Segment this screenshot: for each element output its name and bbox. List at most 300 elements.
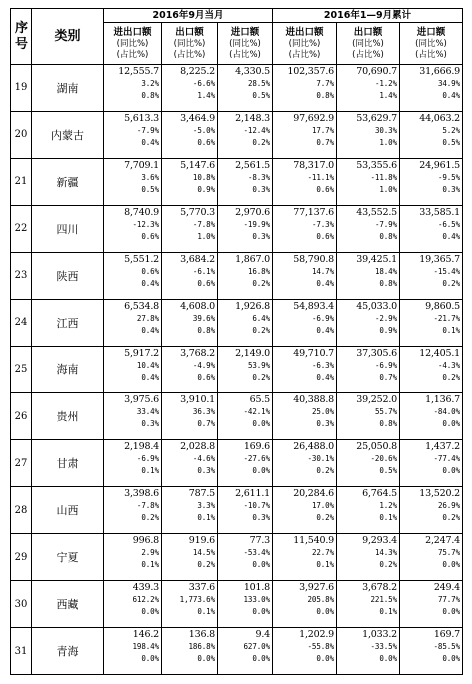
share-percent: 0.9% <box>197 184 215 194</box>
share-percent: 0.5% <box>442 137 461 147</box>
row-number: 30 <box>11 581 32 628</box>
yoy-percent: -9.5% <box>437 172 461 182</box>
yoy-percent: 14.5% <box>192 548 215 558</box>
month-export-cell <box>162 440 218 487</box>
yoy-percent: 26.9% <box>437 501 461 511</box>
value: 2,149.0 <box>235 347 271 359</box>
month-export-cell <box>162 205 218 252</box>
ytd-total-cell <box>273 628 337 675</box>
share-percent: 0.8% <box>141 91 159 100</box>
value: 2,970.6 <box>235 206 271 218</box>
share-percent: 0.0% <box>141 654 159 664</box>
month-export-header: 出口额 (同比%) (占比%) <box>162 23 218 65</box>
ytd-total-header: 进出口额 (同比%) (占比%) <box>273 23 337 65</box>
yoy-percent: 17.0% <box>311 501 335 511</box>
value: 31,666.9 <box>419 66 461 77</box>
value: 9,860.5 <box>425 300 461 312</box>
yoy-percent: 25.0% <box>311 407 335 417</box>
ytd-import-cell <box>400 393 463 440</box>
share-percent: 0.6% <box>316 231 335 241</box>
yoy-percent: 18.4% <box>374 266 398 276</box>
region-name: 湖南 <box>32 65 104 112</box>
value: 3,910.1 <box>180 394 215 406</box>
table-row <box>11 581 463 628</box>
yoy-percent: 0.6% <box>141 266 159 276</box>
share-percent: 0.4% <box>316 278 335 288</box>
value: 54,893.4 <box>293 300 335 312</box>
share-percent: 0.7% <box>316 137 335 147</box>
month-import-cell <box>218 581 273 628</box>
value: 78,317.0 <box>293 159 335 171</box>
yoy-percent: -6.6% <box>192 79 215 88</box>
month-export-cell <box>162 487 218 534</box>
ytd-export-cell <box>337 158 400 205</box>
month-import-header: 进口额 (同比%) (占比%) <box>218 23 273 65</box>
value: 12,405.1 <box>419 347 461 359</box>
region-name: 陕西 <box>32 252 104 299</box>
row-number: 26 <box>11 393 32 440</box>
region-name: 宁夏 <box>32 534 104 581</box>
yoy-percent: -27.6% <box>243 454 271 464</box>
yoy-percent: -15.4% <box>433 266 461 276</box>
share-percent: 1.4% <box>197 91 215 100</box>
share-percent: 0.8% <box>197 325 215 335</box>
row-number: 28 <box>11 487 32 534</box>
ytd-total-cell <box>273 346 337 393</box>
share-percent: 0.1% <box>141 466 159 476</box>
yoy-percent: -11.1% <box>307 172 335 182</box>
yoy-percent: -6.3% <box>311 360 335 370</box>
value: 3,768.2 <box>180 347 215 359</box>
share-percent: 0.9% <box>379 325 398 335</box>
value: 136.8 <box>188 629 215 641</box>
table-row <box>11 440 463 487</box>
share-percent: 0.3% <box>197 466 215 476</box>
yoy-percent: 77.7% <box>437 595 461 605</box>
yoy-percent: 186.8% <box>188 642 215 652</box>
row-number: 19 <box>11 65 32 112</box>
yoy-percent: -4.9% <box>192 360 215 370</box>
yoy-percent: 3.2% <box>141 79 159 88</box>
share-percent: 0.0% <box>252 560 271 570</box>
month-total-cell <box>104 299 162 346</box>
month-import-cell <box>218 299 273 346</box>
region-name: 甘肃 <box>32 440 104 487</box>
ytd-import-cell <box>400 440 463 487</box>
yoy-percent: 14.3% <box>374 548 398 558</box>
yoy-percent: -12.4% <box>243 125 271 135</box>
yoy-percent: 6.4% <box>252 313 271 323</box>
value: 43,552.5 <box>356 206 398 218</box>
yoy-percent: 3.6% <box>141 172 159 182</box>
value: 787.5 <box>188 488 215 500</box>
yoy-percent: -4.3% <box>437 360 461 370</box>
month-export-cell <box>162 111 218 158</box>
value: 8,740.9 <box>124 206 159 218</box>
share-percent: 0.8% <box>379 278 398 288</box>
ytd-total-cell <box>273 205 337 252</box>
share-percent: 0.2% <box>316 513 335 523</box>
share-percent: 0.4% <box>141 372 159 382</box>
value: 49,710.7 <box>293 347 335 359</box>
table-body <box>11 65 463 675</box>
value: 39,425.1 <box>356 253 398 265</box>
ytd-total-cell <box>273 440 337 487</box>
share-percent: 1.0% <box>379 184 398 194</box>
yoy-percent: -6.5% <box>437 219 461 229</box>
row-number: 24 <box>11 299 32 346</box>
value: 919.6 <box>188 535 215 547</box>
value: 1,033.2 <box>362 629 398 641</box>
trade-table <box>10 8 463 675</box>
share-percent: 0.5% <box>141 184 159 194</box>
yoy-percent: -8.3% <box>247 172 271 182</box>
ytd-import-cell <box>400 581 463 628</box>
month-import-cell <box>218 65 273 112</box>
month-import-cell <box>218 158 273 205</box>
share-percent: 0.0% <box>442 607 461 617</box>
region-name: 西藏 <box>32 581 104 628</box>
yoy-percent: -7.9% <box>374 219 398 229</box>
seq-header: 序号 <box>11 9 32 65</box>
region-name: 贵州 <box>32 393 104 440</box>
table-row <box>11 252 463 299</box>
share-percent: 0.4% <box>141 137 159 147</box>
yoy-percent: -12.3% <box>132 219 159 229</box>
share-percent: 0.4% <box>442 231 461 241</box>
row-number: 21 <box>11 158 32 205</box>
value: 2,561.5 <box>235 159 271 171</box>
month-export-cell <box>162 581 218 628</box>
ytd-export-cell <box>337 65 400 112</box>
ytd-export-cell <box>337 299 400 346</box>
yoy-percent: 3.3% <box>197 501 215 511</box>
table-row <box>11 111 463 158</box>
yoy-percent: 39.6% <box>192 313 215 323</box>
month-import-cell <box>218 205 273 252</box>
table-row <box>11 534 463 581</box>
yoy-percent: 221.5% <box>370 595 398 605</box>
month-total-cell <box>104 158 162 205</box>
share-percent: 0.1% <box>379 607 398 617</box>
value: 2,611.1 <box>235 488 271 500</box>
value: 1,867.0 <box>235 253 271 265</box>
yoy-percent: -6.9% <box>136 454 159 464</box>
yoy-percent: -10.7% <box>243 501 271 511</box>
share-percent: 0.5% <box>252 91 271 100</box>
table-row <box>11 65 463 112</box>
yoy-percent: 7.7% <box>316 79 335 88</box>
share-percent: 0.0% <box>197 654 215 664</box>
ytd-total-cell <box>273 111 337 158</box>
value: 13,520.2 <box>419 488 461 500</box>
yoy-percent: -6.1% <box>192 266 215 276</box>
month-export-cell <box>162 346 218 393</box>
table-row <box>11 205 463 252</box>
ytd-import-cell <box>400 628 463 675</box>
month-export-cell <box>162 158 218 205</box>
share-percent: 0.1% <box>197 513 215 523</box>
yoy-percent: -6.9% <box>374 360 398 370</box>
value: 44,063.2 <box>419 112 461 124</box>
yoy-percent: -11.8% <box>370 172 398 182</box>
region-name: 山西 <box>32 487 104 534</box>
ytd-export-cell <box>337 252 400 299</box>
value: 24,961.5 <box>419 159 461 171</box>
yoy-percent: -84.0% <box>433 407 461 417</box>
share-percent: 0.3% <box>141 419 159 429</box>
value: 1,926.8 <box>235 300 271 312</box>
value: 5,147.6 <box>180 159 215 171</box>
value: 996.8 <box>132 535 159 547</box>
share-percent: 0.8% <box>316 91 335 100</box>
month-export-cell <box>162 65 218 112</box>
value: 4,330.5 <box>235 66 271 77</box>
ytd-import-cell <box>400 534 463 581</box>
yoy-percent: -85.5% <box>433 642 461 652</box>
yoy-percent: -20.6% <box>370 454 398 464</box>
share-percent: 0.3% <box>252 231 271 241</box>
month-import-cell <box>218 393 273 440</box>
share-percent: 0.3% <box>316 419 335 429</box>
yoy-percent: 133.0% <box>243 595 271 605</box>
ytd-total-cell <box>273 65 337 112</box>
ytd-total-cell <box>273 534 337 581</box>
yoy-percent: 10.4% <box>136 360 159 370</box>
share-percent: 0.2% <box>252 278 271 288</box>
ytd-total-cell <box>273 299 337 346</box>
value: 37,305.6 <box>356 347 398 359</box>
yoy-percent: 5.2% <box>442 125 461 135</box>
ytd-import-cell <box>400 346 463 393</box>
share-percent: 0.7% <box>379 372 398 382</box>
share-percent: 0.0% <box>442 654 461 664</box>
yoy-percent: 16.8% <box>247 266 271 276</box>
value: 6,534.8 <box>124 300 159 312</box>
share-percent: 1.4% <box>379 91 398 100</box>
share-percent: 0.2% <box>252 325 271 335</box>
value: 146.2 <box>132 629 159 641</box>
share-percent: 0.6% <box>197 372 215 382</box>
share-percent: 0.4% <box>316 372 335 382</box>
share-percent: 0.2% <box>252 137 271 147</box>
month-total-cell <box>104 205 162 252</box>
share-percent: 0.0% <box>252 654 271 664</box>
value: 20,284.6 <box>293 488 335 500</box>
yoy-percent: 1,773.6% <box>179 595 215 605</box>
ytd-import-cell <box>400 487 463 534</box>
value: 77,137.6 <box>293 206 335 218</box>
yoy-percent: 14.7% <box>311 266 335 276</box>
value: 2,148.3 <box>235 112 271 124</box>
value: 169.6 <box>243 441 271 453</box>
ytd-export-header: 出口额 (同比%) (占比%) <box>337 23 400 65</box>
share-percent: 0.3% <box>442 184 461 194</box>
yoy-percent: -1.2% <box>374 79 398 88</box>
value: 12,555.7 <box>118 66 159 77</box>
yoy-percent: 33.4% <box>136 407 159 417</box>
value: 70,690.7 <box>356 66 398 77</box>
value: 3,398.6 <box>124 488 159 500</box>
row-number: 23 <box>11 252 32 299</box>
ytd-import-cell <box>400 299 463 346</box>
value: 53,355.6 <box>356 159 398 171</box>
yoy-percent: -7.8% <box>192 219 215 229</box>
share-percent: 0.3% <box>252 513 271 523</box>
value: 45,033.0 <box>356 300 398 312</box>
share-percent: 0.0% <box>316 654 335 664</box>
yoy-percent: 22.7% <box>311 548 335 558</box>
month-import-cell <box>218 111 273 158</box>
share-percent: 0.0% <box>442 560 461 570</box>
row-number: 22 <box>11 205 32 252</box>
yoy-percent: 205.8% <box>307 595 335 605</box>
share-percent: 0.6% <box>316 184 335 194</box>
yoy-percent: -30.1% <box>307 454 335 464</box>
ytd-total-cell <box>273 393 337 440</box>
month-import-cell <box>218 628 273 675</box>
share-percent: 0.1% <box>379 513 398 523</box>
value: 3,678.2 <box>362 582 398 594</box>
share-percent: 0.0% <box>141 607 159 617</box>
yoy-percent: -19.9% <box>243 219 271 229</box>
table-row <box>11 487 463 534</box>
yoy-percent: 2.9% <box>141 548 159 558</box>
yoy-percent: 1.2% <box>379 501 398 511</box>
yoy-percent: -55.8% <box>307 642 335 652</box>
value: 1,437.2 <box>425 441 461 453</box>
month-total-cell <box>104 487 162 534</box>
share-percent: 0.0% <box>252 419 271 429</box>
month-export-cell <box>162 252 218 299</box>
ytd-export-cell <box>337 487 400 534</box>
region-name: 内蒙古 <box>32 111 104 158</box>
ytd-import-cell <box>400 111 463 158</box>
month-total-cell <box>104 346 162 393</box>
yoy-percent: 627.0% <box>243 642 271 652</box>
share-percent: 0.6% <box>141 231 159 241</box>
month-import-cell <box>218 440 273 487</box>
region-name: 新疆 <box>32 158 104 205</box>
yoy-percent: 10.8% <box>192 172 215 182</box>
month-import-cell <box>218 252 273 299</box>
value: 5,551.2 <box>124 253 159 265</box>
share-percent: 0.2% <box>141 513 159 523</box>
region-name: 四川 <box>32 205 104 252</box>
ytd-export-cell <box>337 393 400 440</box>
value: 2,028.8 <box>180 441 215 453</box>
value: 40,388.8 <box>293 394 335 406</box>
value: 9,293.4 <box>362 535 398 547</box>
ytd-import-cell <box>400 205 463 252</box>
value: 77.3 <box>249 535 271 547</box>
share-percent: 0.0% <box>442 466 461 476</box>
row-number: 29 <box>11 534 32 581</box>
table-row <box>11 393 463 440</box>
row-number: 20 <box>11 111 32 158</box>
yoy-percent: 27.8% <box>136 313 159 323</box>
share-percent: 0.0% <box>442 419 461 429</box>
region-name: 江西 <box>32 299 104 346</box>
month-total-cell <box>104 65 162 112</box>
share-percent: 0.8% <box>379 419 398 429</box>
yoy-percent: -2.9% <box>374 313 398 323</box>
share-percent: 0.4% <box>442 91 461 100</box>
ytd-import-cell <box>400 65 463 112</box>
value: 5,917.2 <box>124 347 159 359</box>
ytd-export-cell <box>337 111 400 158</box>
value: 249.4 <box>433 582 461 594</box>
ytd-export-cell <box>337 581 400 628</box>
share-percent: 0.2% <box>316 466 335 476</box>
month-export-cell <box>162 299 218 346</box>
month-total-cell <box>104 628 162 675</box>
value: 2,198.4 <box>124 441 159 453</box>
value: 6,764.5 <box>362 488 398 500</box>
value: 102,357.6 <box>287 66 335 77</box>
month-total-cell <box>104 111 162 158</box>
value: 3,975.6 <box>124 394 159 406</box>
share-percent: 0.2% <box>442 278 461 288</box>
share-percent: 0.2% <box>442 372 461 382</box>
yoy-percent: -33.5% <box>370 642 398 652</box>
ytd-total-cell <box>273 252 337 299</box>
month-total-cell <box>104 534 162 581</box>
month-import-cell <box>218 487 273 534</box>
month-total-header: 进出口额 (同比%) (占比%) <box>104 23 162 65</box>
ytd-export-cell <box>337 628 400 675</box>
ytd-total-cell <box>273 487 337 534</box>
value: 5,770.3 <box>180 206 215 218</box>
value: 337.6 <box>188 582 215 594</box>
value: 9.4 <box>255 629 271 641</box>
row-number: 25 <box>11 346 32 393</box>
share-percent: 0.7% <box>197 419 215 429</box>
share-percent: 0.0% <box>252 466 271 476</box>
region-name: 青海 <box>32 628 104 675</box>
share-percent: 0.1% <box>141 560 159 570</box>
value: 3,927.6 <box>299 582 335 594</box>
month-total-cell <box>104 393 162 440</box>
value: 33,585.1 <box>419 206 461 218</box>
value: 8,225.2 <box>180 66 215 77</box>
yoy-percent: 75.7% <box>437 548 461 558</box>
yoy-percent: -42.1% <box>243 407 271 417</box>
share-percent: 0.2% <box>442 513 461 523</box>
yoy-percent: 198.4% <box>132 642 159 652</box>
ytd-export-cell <box>337 346 400 393</box>
value: 97,692.9 <box>293 112 335 124</box>
yoy-percent: -21.7% <box>433 313 461 323</box>
yoy-percent: -77.4% <box>433 454 461 464</box>
ytd-export-cell <box>337 205 400 252</box>
yoy-percent: -7.9% <box>136 125 159 135</box>
share-percent: 0.1% <box>442 325 461 335</box>
share-percent: 1.0% <box>197 231 215 241</box>
share-percent: 0.1% <box>316 560 335 570</box>
table-row <box>11 299 463 346</box>
month-import-cell <box>218 346 273 393</box>
table-row <box>11 628 463 675</box>
share-percent: 0.6% <box>197 278 215 288</box>
yoy-percent: -53.4% <box>243 548 271 558</box>
month-export-cell <box>162 393 218 440</box>
yoy-percent: -4.6% <box>192 454 215 464</box>
month-total-cell <box>104 581 162 628</box>
share-percent: 0.0% <box>316 607 335 617</box>
yoy-percent: 55.7% <box>374 407 398 417</box>
yoy-percent: -7.3% <box>311 219 335 229</box>
